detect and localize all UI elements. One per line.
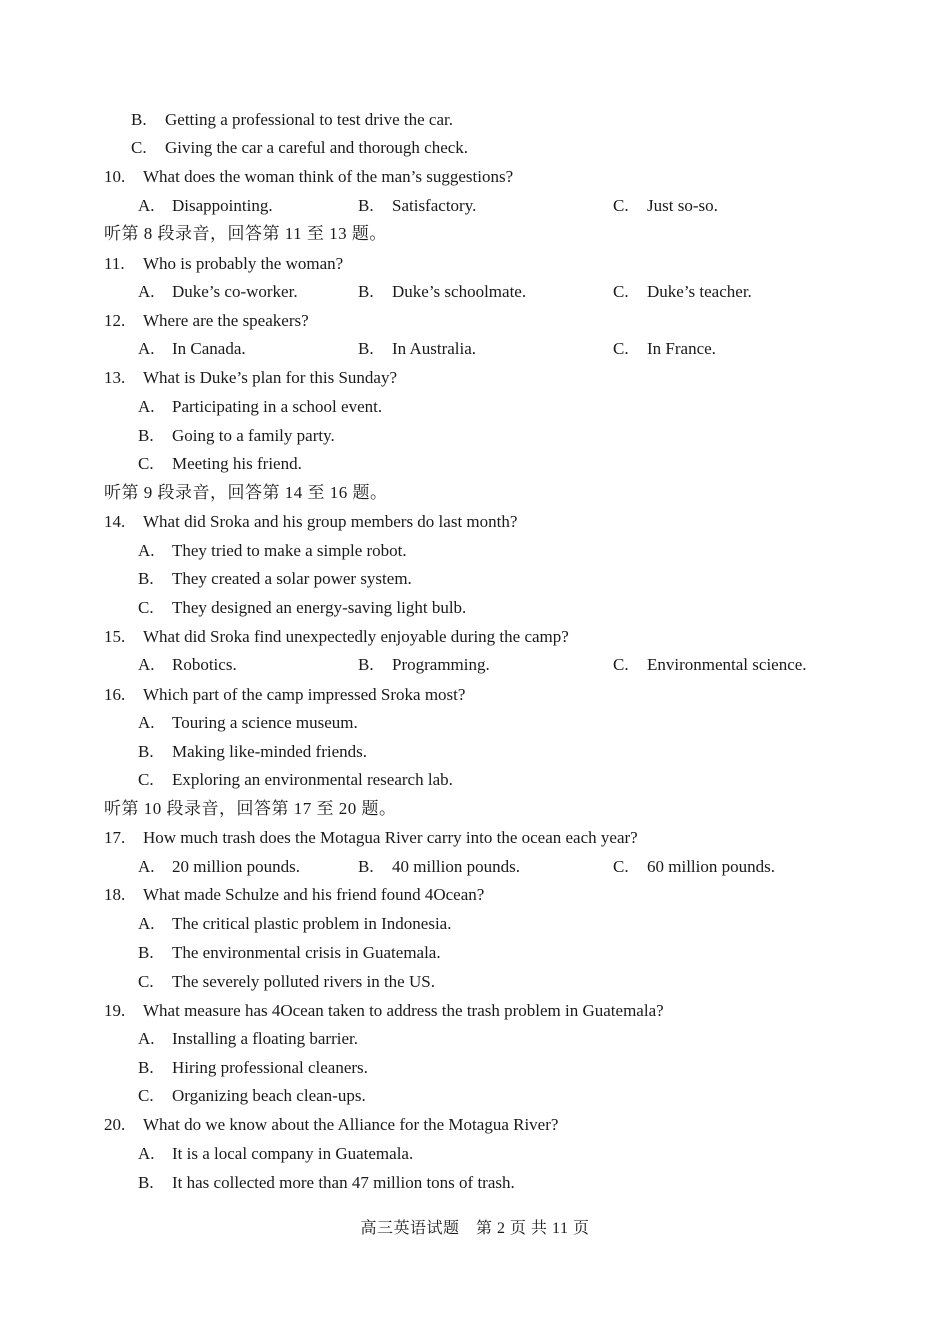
question-text: What did Sroka and his group members do last month?: [143, 512, 518, 531]
option-a: A. The critical plastic problem in Indonesia.: [138, 914, 452, 933]
option-a: A. Installing a floating barrier.: [138, 1029, 358, 1048]
question-number: 13.: [104, 368, 126, 387]
option-c: C. The severely polluted rivers in the US.: [138, 972, 435, 991]
option-c: C. 60 million pounds.: [613, 857, 775, 876]
question-number: 18.: [104, 885, 126, 904]
option-b: B. Programming.: [358, 655, 490, 674]
option-a: A. Touring a science museum.: [138, 713, 358, 732]
question-number: 16.: [104, 685, 126, 704]
question-text: How much trash does the Motagua River carry into the ocean each year?: [143, 828, 638, 847]
option-c: C. Environmental science.: [613, 655, 807, 674]
question-number: 17.: [104, 828, 126, 847]
option-a: A. It is a local company in Guatemala.: [138, 1144, 414, 1163]
option-c: C. Exploring an environmental research lab.: [138, 770, 453, 789]
option-b: B. Duke’s schoolmate.: [358, 282, 527, 301]
option-a: A. Robotics.: [138, 655, 237, 674]
question-text: Who is probably the woman?: [143, 254, 344, 273]
question-text: Where are the speakers?: [143, 311, 309, 330]
option-b: B. Going to a family party.: [138, 426, 335, 445]
page-footer: 高三英语试题 第 2 页 共 11 页: [360, 1220, 590, 1237]
question-number: 14.: [104, 512, 126, 531]
option-a: A. 20 million pounds.: [138, 857, 300, 876]
option-c: C. Meeting his friend.: [138, 454, 302, 473]
option-b: B. It has collected more than 47 million tons of trash.: [138, 1173, 515, 1192]
option-c: C. Organizing beach clean-ups.: [138, 1086, 366, 1105]
question-number: 19.: [104, 1001, 126, 1020]
question-number: 15.: [104, 627, 126, 646]
option-b: B. 40 million pounds.: [358, 857, 520, 876]
question-text: What does the woman think of the man’s suggestions?: [143, 167, 514, 186]
option-c: C. Giving the car a careful and thorough check.: [131, 138, 469, 157]
option-b: B. Hiring professional cleaners.: [138, 1058, 368, 1077]
section-instruction: 听第 10 段录音，回答第 17 至 20 题。: [104, 799, 397, 818]
question-number: 11.: [104, 254, 125, 273]
option-a: A. Disappointing.: [138, 196, 273, 215]
question-text: What is Duke’s plan for this Sunday?: [143, 368, 398, 387]
option-c: C. In France.: [613, 339, 716, 358]
question-number: 12.: [104, 311, 126, 330]
section-instruction: 听第 9 段录音，回答第 14 至 16 题。: [104, 483, 388, 502]
section-instruction: 听第 8 段录音，回答第 11 至 13 题。: [104, 224, 387, 243]
question-text: What made Schulze and his friend found 4Ocean?: [143, 885, 485, 904]
question-number: 10.: [104, 167, 126, 186]
option-b: B. They created a solar power system.: [138, 569, 412, 588]
option-c: C. They designed an energy-saving light bulb.: [138, 598, 467, 617]
option-b: B. Getting a professional to test drive the car.: [131, 110, 453, 129]
option-a: A. They tried to make a simple robot.: [138, 541, 407, 560]
question-text: What measure has 4Ocean taken to address the trash problem in Guatemala?: [143, 1001, 664, 1020]
question-text: What do we know about the Alliance for the Motagua River?: [143, 1115, 559, 1134]
option-b: B. Making like-minded friends.: [138, 742, 367, 761]
question-text: Which part of the camp impressed Sroka most?: [143, 685, 466, 704]
option-a: A. Participating in a school event.: [138, 397, 383, 416]
option-b: B. Satisfactory.: [358, 196, 477, 215]
option-c: C. Just so-so.: [613, 196, 718, 215]
option-a: A. In Canada.: [138, 339, 246, 358]
question-number: 20.: [104, 1115, 126, 1134]
option-b: B. The environmental crisis in Guatemala.: [138, 943, 441, 962]
option-c: C. Duke’s teacher.: [613, 282, 752, 301]
option-a: A. Duke’s co-worker.: [138, 282, 298, 301]
option-b: B. In Australia.: [358, 339, 477, 358]
question-text: What did Sroka find unexpectedly enjoyable during the camp?: [143, 627, 569, 646]
